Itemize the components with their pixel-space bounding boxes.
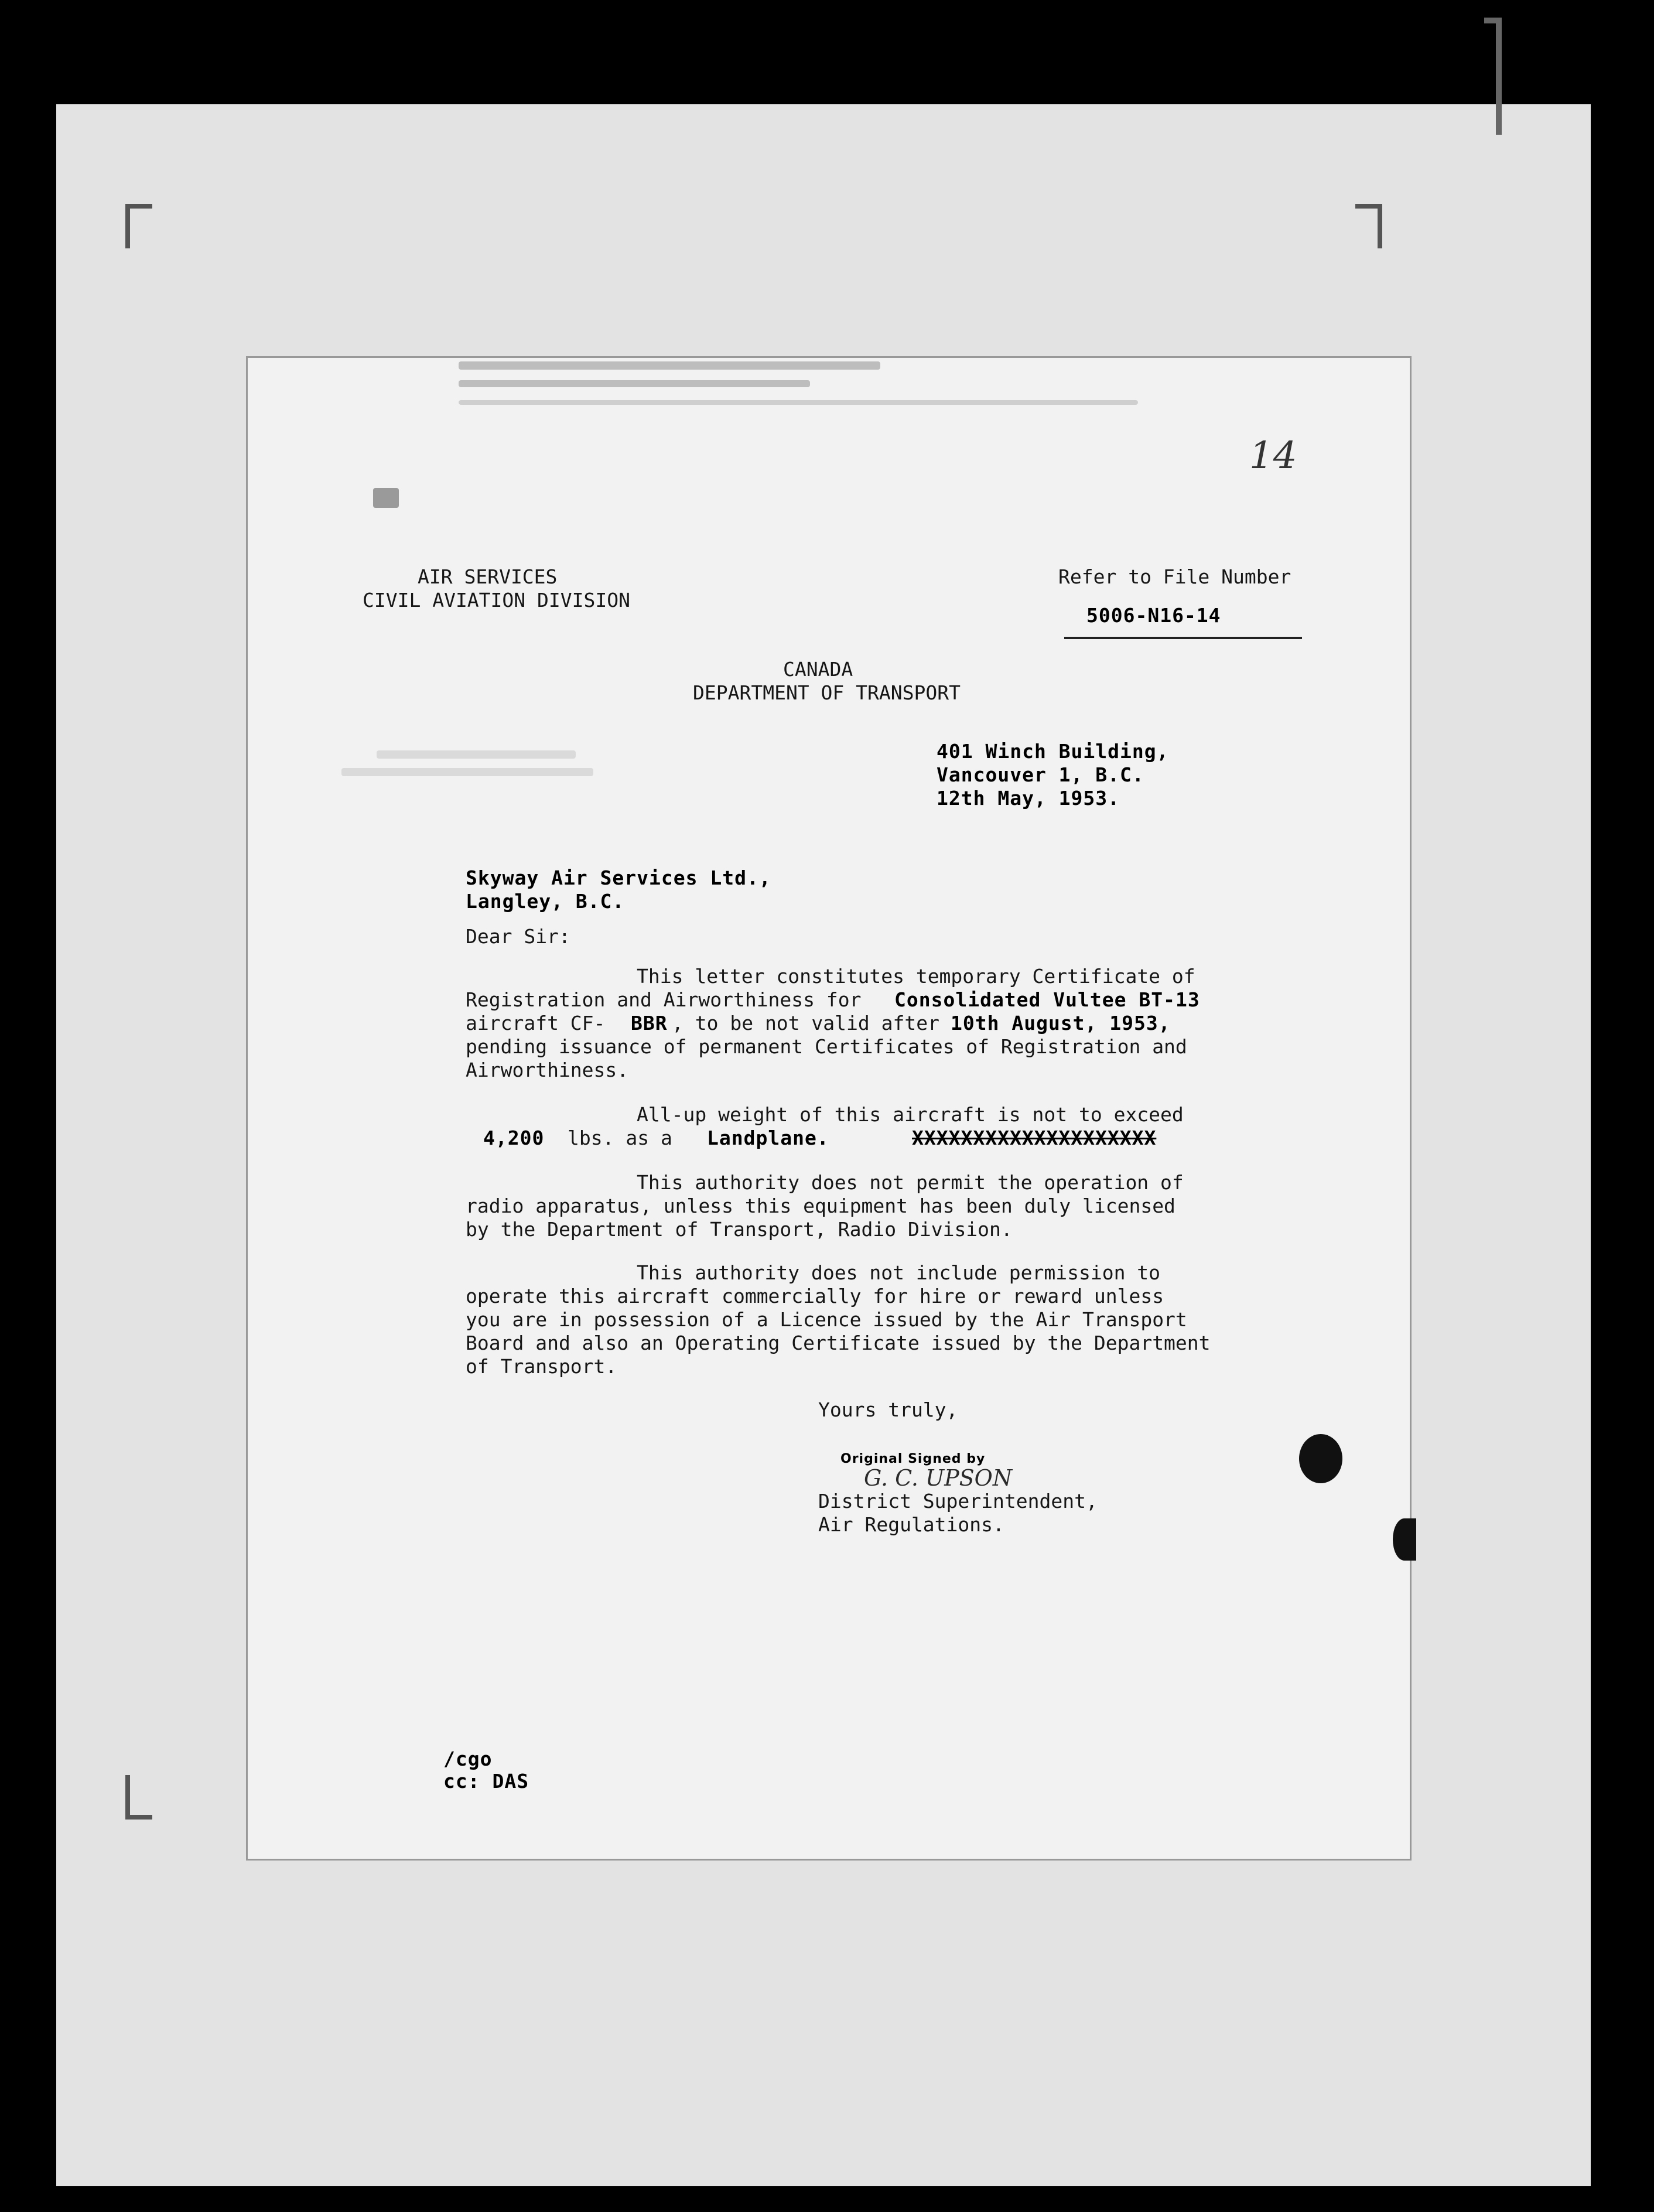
staple-mark (373, 488, 399, 508)
signer-title-line2: Air Regulations. (818, 1513, 1004, 1536)
salutation: Dear Sir: (466, 925, 570, 948)
para2-lbs-as: lbs. as a (568, 1127, 672, 1149)
bleed-through-mark (459, 361, 880, 370)
folio-number: 14 (1249, 434, 1297, 477)
para4-line2: operate this aircraft commercially for hire or reward unless (466, 1285, 1164, 1308)
validity-date: 10th August, 1953, (951, 1012, 1171, 1035)
para2-line1: All-up weight of this aircraft is not to exceed (637, 1103, 1184, 1126)
carbon-copy: cc: DAS (443, 1770, 529, 1793)
para1-line4: pending issuance of permanent Certificates of Registration and (466, 1035, 1187, 1058)
letter-page (246, 356, 1412, 1861)
crop-mark-top-right (1355, 204, 1382, 248)
punch-hole (1393, 1518, 1416, 1561)
country-heading: CANADA (783, 658, 853, 681)
ink-blot (1299, 1434, 1342, 1483)
file-number-underline (1064, 637, 1302, 639)
max-weight: 4,200 (483, 1127, 545, 1149)
para3-line3: by the Department of Transport, Radio Division. (466, 1218, 1013, 1241)
sender-address-line2: Vancouver 1, B.C. (937, 763, 1144, 786)
para1-line3a: aircraft CF- (466, 1012, 606, 1035)
bleed-through-mark (459, 400, 1138, 405)
para1-line2a: Registration and Airworthiness for (466, 988, 862, 1011)
refer-to-file-label: Refer to File Number (1058, 565, 1291, 588)
bleed-through-mark (377, 750, 576, 759)
para4-line3: you are in possession of a Licence issued by the Air Transport (466, 1308, 1187, 1331)
recipient-line2: Langley, B.C. (466, 890, 625, 913)
para1-line3c: , to be not valid after (672, 1012, 939, 1035)
para1-line1: This letter constitutes temporary Certificate of (637, 965, 1195, 988)
para1-line5: Airworthiness. (466, 1059, 629, 1081)
para4-line1: This authority does not include permission to (637, 1261, 1161, 1284)
para3-line2: radio apparatus, unless this equipment has been duly licensed (466, 1194, 1175, 1217)
aircraft-registration: BBR (631, 1012, 668, 1035)
para4-line5: of Transport. (466, 1355, 617, 1378)
closing-yours-truly: Yours truly, (818, 1398, 958, 1421)
crop-mark-bottom-left (125, 1775, 152, 1820)
recipient-line1: Skyway Air Services Ltd., (466, 866, 771, 889)
aircraft-type: Landplane. (707, 1127, 829, 1149)
letter-date: 12th May, 1953. (937, 787, 1120, 810)
signature: G. C. UPSON (864, 1465, 1013, 1491)
sender-address-line1: 401 Winch Building, (937, 740, 1169, 763)
para4-line4: Board and also an Operating Certificate issued by the Department (466, 1332, 1211, 1354)
aircraft-model: Consolidated Vultee BT-13 (894, 988, 1200, 1011)
bleed-through-mark (459, 380, 810, 387)
film-edge-mark (1484, 18, 1502, 135)
crop-mark-top-left (125, 204, 152, 248)
letterhead-left-line2: CIVIL AVIATION DIVISION (363, 589, 630, 612)
para3-line1: This authority does not permit the operation of (637, 1171, 1184, 1194)
bleed-through-mark (341, 768, 593, 776)
struck-through-text: XXXXXXXXXXXXXXXXXXXX (912, 1127, 1157, 1149)
file-number: 5006-N16-14 (1086, 604, 1221, 627)
original-signed-note: Original Signed by (840, 1452, 986, 1466)
department-heading: DEPARTMENT OF TRANSPORT (693, 681, 961, 704)
letterhead-left-line1: AIR SERVICES (418, 565, 558, 588)
typist-initials: /cgo (443, 1747, 493, 1770)
signer-title-line1: District Superintendent, (818, 1490, 1098, 1513)
